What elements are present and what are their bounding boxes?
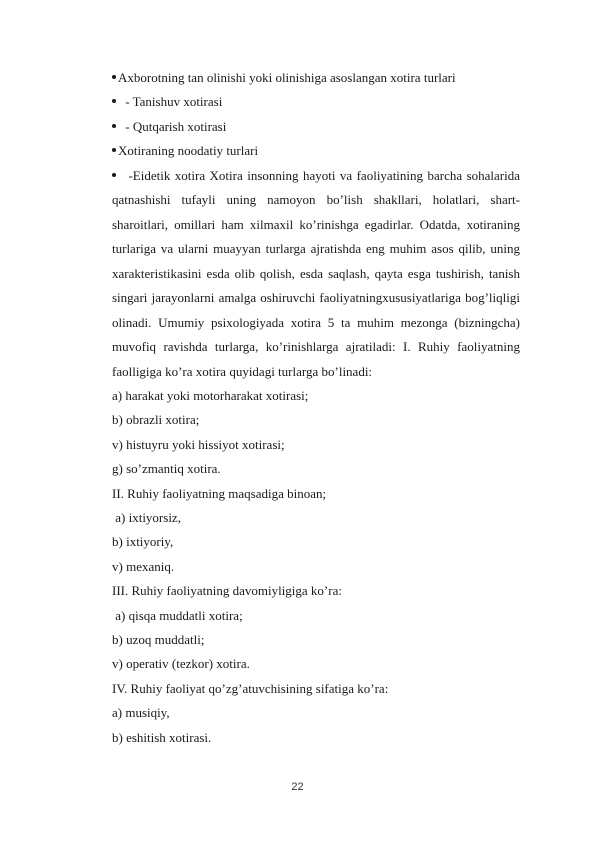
heading-line [112, 139, 520, 163]
list-item: b) eshitish xotirasi. [112, 729, 212, 745]
paragraph-text: -Eidetik xotira Xotira insonning hayoti va faoliyatining barcha sohalarida qatnashishi tufayli uning namoyon bo’lish shakllari, holatlari, shart-sharoitlari, omillari ham xilmaxil ko’rinishga egadirlar. Odatda, xotiraning turlariga va ularni muayyan turlarga ajratishda eng muhim asos qilib, uning xarakteristikasini esda olib qolish, esda saqlash, qayta esga tushirish, tanish singari jarayonlarni amalga oshiruvchi faoliyatningxususiyatlariga bog’liqligi olinadi. Umumiy psixologiyada xotira 5 ta muhim mezonga (bizningcha) muvofiq ravishda turlarga, ko’rinishlarga ajratiladi: I. Ruhiy faoliyatning faolligiga ko’ra xotira quyidagi turlarga bo’linadi: [112, 167, 520, 379]
list-item: IV. Ruhiy faoliyat qo’zg’atuvchisining sifatiga ko’ra: [112, 680, 389, 696]
bullet-icon [112, 124, 116, 128]
list-item: a) harakat yoki motorharakat xotirasi; [112, 388, 309, 404]
list-item: g) so’zmantiq xotira. [112, 461, 221, 477]
bullet-icon [112, 75, 116, 79]
list-item: v) mexaniq. [112, 558, 175, 574]
list-item: b) uzoq muddatli; [112, 631, 205, 647]
list-item: v) operativ (tezkor) xotira. [112, 656, 250, 672]
bullet-icon [112, 99, 116, 103]
list-item: b) ixtiyoriy, [112, 534, 174, 550]
list-item: III. Ruhiy faoliyatning davomiyligiga ko’ra: [112, 583, 342, 599]
classification-list [112, 384, 520, 750]
list-item: a) ixtiyorsiz, [112, 510, 181, 526]
page-number: 22 [291, 781, 304, 793]
document-page [112, 66, 520, 750]
heading-text: - Tanishuv xotirasi [122, 94, 223, 110]
list-item: a) musiqiy, [112, 705, 170, 721]
bullet-icon [112, 148, 116, 152]
heading-text: Xotiraning noodatiy turlari [118, 143, 259, 159]
heading-line [112, 66, 520, 90]
body-paragraph [112, 164, 520, 385]
list-item: b) obrazli xotira; [112, 412, 200, 428]
heading-line [112, 115, 520, 139]
heading-text: - Qutqarish xotirasi [122, 118, 227, 134]
bullet-icon [112, 173, 116, 177]
heading-text: Axborotning tan olinishi yoki olinishiga asoslangan xotira turlari [118, 70, 456, 85]
list-item: v) histuyru yoki hissiyot xotirasi; [112, 436, 285, 452]
list-item: a) qisqa muddatli xotira; [112, 607, 243, 623]
list-item: II. Ruhiy faoliyatning maqsadiga binoan; [112, 485, 327, 501]
heading-line [112, 90, 520, 114]
